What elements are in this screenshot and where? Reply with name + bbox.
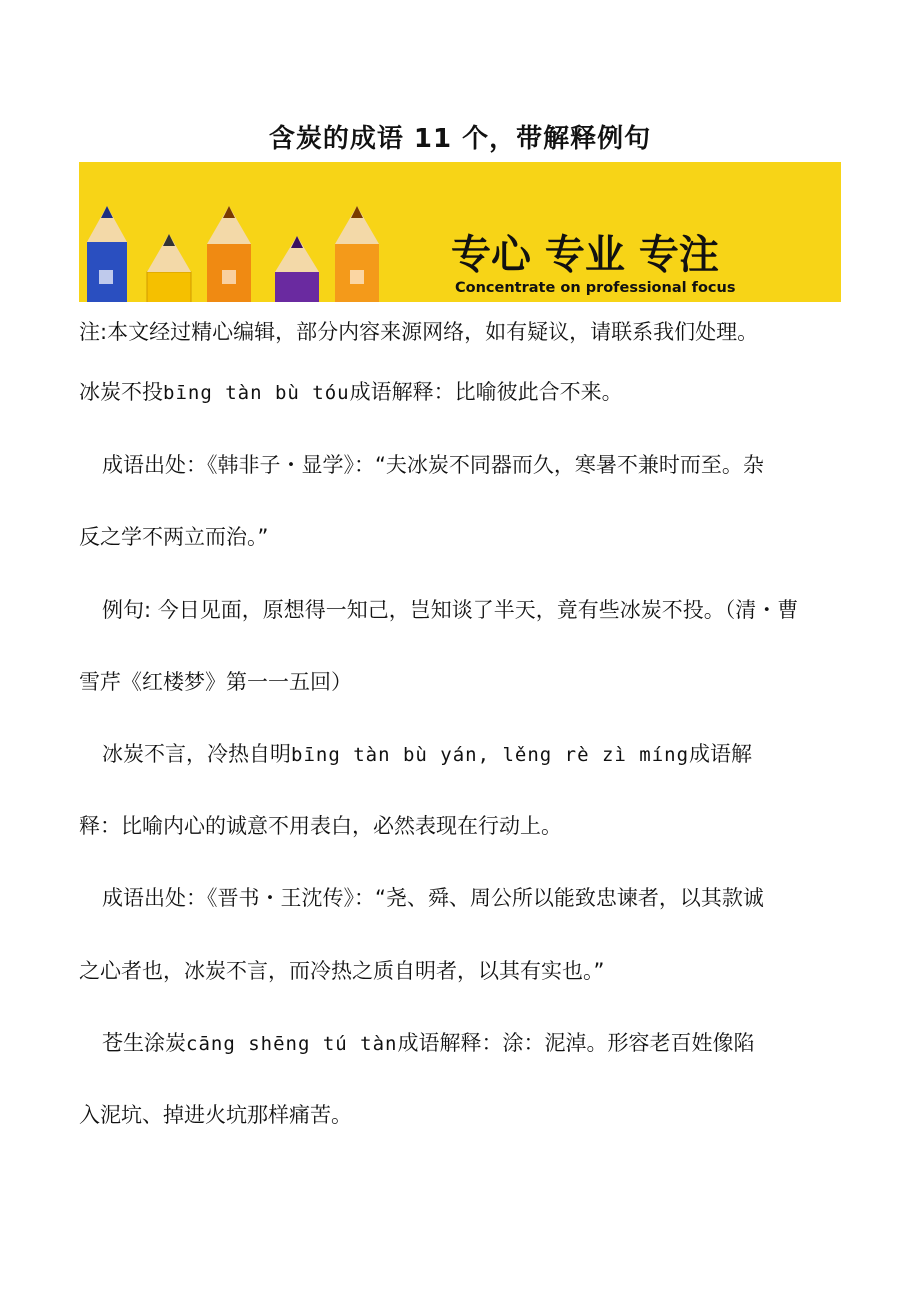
idiom-pinyin: bīng tàn bù yán, lěng rè zì míng bbox=[291, 744, 690, 766]
idiom-headword: 冰炭不投 bbox=[79, 380, 163, 404]
editor-note: 注:本文经过精心编辑，部分内容来源网络，如有疑议，请联系我们处理。 bbox=[79, 320, 759, 344]
example-line: 雪芹《红楼梦》第一一五回） bbox=[79, 670, 352, 694]
idiom-entry bbox=[79, 376, 849, 406]
source-line: 成语出处：《晋书・王沈传》：“尧、舜、周公所以能致忠谏者，以其款诚 bbox=[102, 886, 764, 910]
definition-line: 释：比喻内心的诚意不用表白，必然表现在行动上。 bbox=[79, 814, 562, 838]
example-line: 例句: 今日见面，原想得一知己，岂知谈了半天，竟有些冰炭不投。（清・曹 bbox=[102, 598, 799, 622]
idiom-definition: 成语解 bbox=[689, 742, 753, 766]
source-line: 成语出处：《韩非子・显学》：“夫冰炭不同器而久，寒暑不兼时而至。杂 bbox=[102, 453, 764, 477]
pencil-icon bbox=[335, 206, 379, 302]
source-line: 之心者也，冰炭不言，而冷热之质自明者，以其有实也。” bbox=[79, 959, 605, 983]
idiom-entry bbox=[102, 738, 872, 768]
definition-line: 入泥坑、掉进火坑那样痛苦。 bbox=[79, 1103, 352, 1127]
idiom-headword: 苍生涂炭 bbox=[102, 1031, 186, 1055]
idiom-pinyin: bīng tàn bù tóu bbox=[163, 382, 350, 404]
idiom-definition: 成语解释：比喻彼此合不来。 bbox=[349, 380, 623, 404]
banner-image bbox=[79, 162, 841, 302]
idiom-headword: 冰炭不言，冷热自明 bbox=[102, 742, 291, 766]
pencil-icon bbox=[207, 206, 251, 302]
idiom-entry bbox=[102, 1027, 872, 1057]
pencil-icon bbox=[275, 236, 319, 302]
source-line: 反之学不两立而治。” bbox=[79, 525, 269, 549]
idiom-definition: 成语解释：涂：泥淖。形容老百姓像陷 bbox=[397, 1031, 755, 1055]
page-title: 含炭的成语 11 个，带解释例句 bbox=[268, 124, 652, 154]
pencil-icon bbox=[87, 206, 127, 302]
banner-heading: 专心 专业 专注 bbox=[451, 232, 719, 278]
banner-subheading: Concentrate on professional focus bbox=[455, 280, 736, 296]
idiom-pinyin: cāng shēng tú tàn bbox=[186, 1033, 398, 1055]
pencils-illustration bbox=[79, 162, 841, 302]
pencil-icon bbox=[147, 234, 191, 302]
